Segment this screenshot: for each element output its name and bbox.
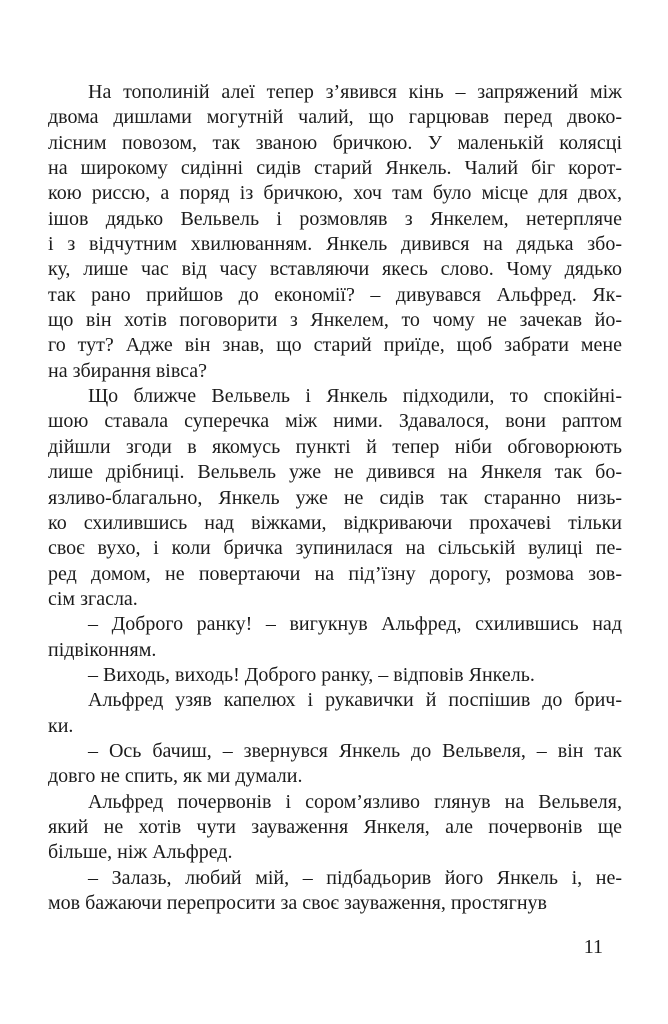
text-line: сім згасла.	[48, 587, 138, 610]
text-line: дійшли згоди в якомусь пункті й тепер ніби обговорюють	[48, 435, 622, 458]
page-text	[48, 80, 622, 916]
text-line: На тополиній алеї тепер з’явився кінь – запряжений між	[88, 81, 622, 103]
text-line: ки.	[48, 714, 74, 737]
text-line: який не хотів чути зауваження Янкеля, але почервонів ще	[48, 815, 622, 838]
paragraph	[48, 663, 622, 688]
paragraph	[48, 739, 622, 790]
text-line: – Ось бачиш, – звернувся Янкель до Вельвеля, – він так	[88, 739, 622, 762]
text-line: – Залазь, любий мій, – підбадьорив його Янкель і, не-	[88, 866, 622, 889]
text-line: ред домом, не повертаючи на під’їзну дорогу, розмова зов-	[48, 562, 622, 585]
text-line: Альфред узяв капелюх і рукавички й поспішив до брич-	[88, 689, 622, 712]
text-line: на збирання вівса?	[48, 359, 208, 382]
text-line: на широкому сидінні сидів старий Янкель. Чалий біг корот-	[48, 157, 622, 180]
text-line: що він хотів поговорити з Янкелем, то чому не зачекав йо-	[48, 309, 622, 332]
text-line: шою ставала суперечка між ними. Здавалося, вони раптом	[48, 410, 622, 433]
text-line: мов бажаючи перепросити за своє зауваження, простягнув	[48, 892, 547, 914]
text-line: – Виходь, виходь! Доброго ранку, – відповів Янкель.	[88, 663, 535, 686]
text-line: кою риссю, а поряд із бричкою, хоч там було місце для двох,	[48, 182, 622, 205]
paragraph	[48, 80, 622, 384]
text-line: Альфред почервонів і сором’язливо глянув на Вельвеля,	[88, 790, 622, 813]
text-line: – Доброго ранку! – вигукнув Альфред, схилившись над	[88, 613, 622, 636]
text-line: довго не спить, як ми думали.	[48, 765, 303, 788]
text-line: лише дрібниці. Вельвель уже не дивився на Янкеля так бо-	[48, 461, 622, 484]
text-line: і з відчутним хвилюванням. Янкель дивився на дядька збо-	[48, 233, 622, 256]
text-line: ку, лише час від часу вставляючи якесь слово. Чому дядько	[48, 258, 622, 281]
text-line: своє вухо, і коли бричка зупинилася на сільській вулиці пе-	[48, 537, 622, 560]
text-line: язливо-благально, Янкель уже не сидів так старанно низь-	[48, 486, 622, 509]
text-line: Що ближче Вельвель і Янкель підходили, то спокійні-	[88, 385, 622, 408]
text-line: лісним повозом, так званою бричкою. У маленькій колясці	[48, 131, 622, 154]
text-line: так рано прийшов до економії? – дивувався Альфред. Як-	[48, 283, 622, 306]
paragraph	[48, 790, 622, 866]
paragraph	[48, 384, 622, 612]
text-line: ко схилившись над віжками, відкриваючи прохачеві тільки	[48, 511, 622, 534]
paragraph	[48, 866, 622, 917]
text-line: підвіконням.	[48, 638, 157, 661]
text-line: двома дишлами могутній чалий, що гарцював перед двоко-	[48, 106, 622, 129]
text-line: більше, ніж Альфред.	[48, 841, 233, 864]
paragraph	[48, 612, 622, 663]
page-number: 11	[583, 936, 603, 958]
text-line: ішов дядько Вельвель і розмовляв з Янкелем, нетерпляче	[48, 207, 622, 230]
paragraph	[48, 688, 622, 739]
text-line: го тут? Адже він знав, що старий приїде, щоб забрати мене	[48, 334, 622, 357]
